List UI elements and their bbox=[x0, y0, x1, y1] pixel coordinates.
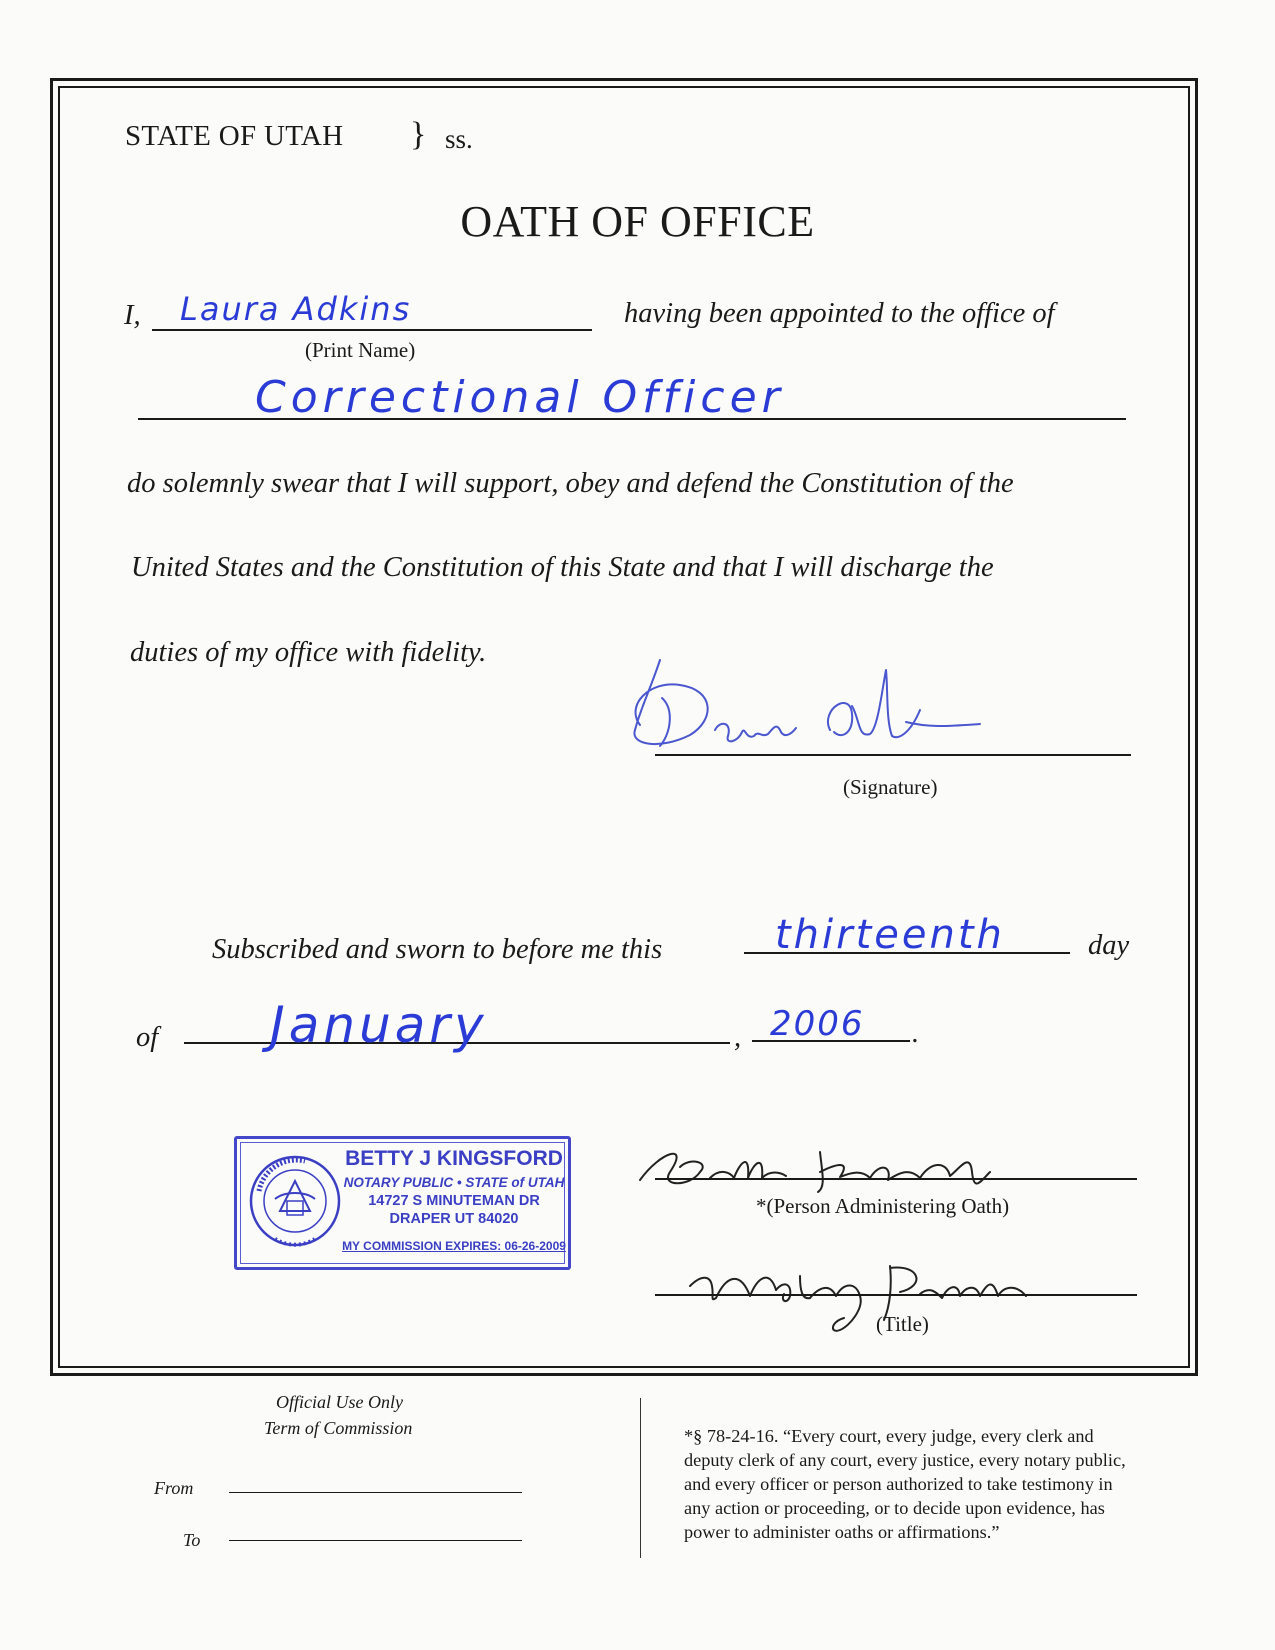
ss-abbreviation: ss. bbox=[445, 124, 473, 154]
day-handwritten: thirteenth bbox=[775, 912, 1005, 958]
signature-line bbox=[655, 754, 1131, 756]
stamp-notary-title: NOTARY PUBLIC • STATE of UTAH bbox=[343, 1175, 565, 1190]
of-word: of bbox=[136, 1022, 159, 1053]
to-field[interactable] bbox=[229, 1540, 522, 1541]
statute-line-1: *§ 78-24-16. “Every court, every judge, every clerk and bbox=[684, 1426, 1094, 1446]
signature-caption: (Signature) bbox=[843, 775, 938, 799]
state-seal-icon bbox=[245, 1151, 345, 1251]
bottom-divider bbox=[640, 1398, 641, 1558]
oath-body-line-2: United States and the Constitution of this State and that I will discharge the bbox=[131, 552, 994, 583]
date-period: . bbox=[912, 1018, 920, 1049]
name-underline bbox=[152, 329, 592, 331]
day-word: day bbox=[1088, 930, 1130, 961]
from-field[interactable] bbox=[229, 1492, 522, 1493]
appointed-text: having been appointed to the office of bbox=[624, 298, 1055, 329]
stamp-address-2: DRAPER UT 84020 bbox=[389, 1211, 519, 1227]
title-handwritten bbox=[680, 1256, 1050, 1336]
title-line bbox=[655, 1294, 1137, 1296]
intro-pronoun: I, bbox=[124, 300, 141, 331]
stamp-notary-name: BETTY J KINGSFORD bbox=[345, 1147, 563, 1170]
statute-note bbox=[684, 1424, 1204, 1544]
official-use-heading: Official Use Only bbox=[276, 1392, 403, 1412]
subscribed-text: Subscribed and sworn to before me this bbox=[212, 934, 663, 965]
notary-stamp bbox=[234, 1136, 571, 1270]
stamp-address-1: 14727 S MINUTEMAN DR bbox=[368, 1193, 540, 1209]
title-caption: (Title) bbox=[876, 1312, 929, 1336]
oath-signature bbox=[620, 650, 1000, 760]
date-comma: , bbox=[734, 1022, 742, 1053]
from-label: From bbox=[154, 1478, 194, 1498]
year-handwritten: 2006 bbox=[770, 1004, 865, 1044]
brace-symbol: } bbox=[410, 116, 427, 153]
administrator-signature bbox=[630, 1132, 1030, 1202]
oath-body-line-3: duties of my office with fidelity. bbox=[130, 637, 487, 668]
oath-body-line-1: do solemnly swear that I will support, obey and defend the Constitution of the bbox=[127, 468, 1014, 499]
administrator-line bbox=[655, 1178, 1137, 1180]
stamp-commission: MY COMMISSION EXPIRES: 06-26-2009 bbox=[342, 1239, 566, 1253]
name-handwritten: Laura Adkins bbox=[180, 290, 412, 328]
to-label: To bbox=[183, 1530, 201, 1550]
statute-line-2: deputy clerk of any court, every justice, every notary public, bbox=[684, 1450, 1126, 1470]
office-handwritten: Correctional Officer bbox=[255, 372, 785, 423]
statute-line-3: and every officer or person authorized to take testimony in bbox=[684, 1474, 1113, 1494]
term-of-commission-heading: Term of Commission bbox=[264, 1418, 413, 1438]
state-heading: STATE OF UTAH bbox=[125, 120, 344, 152]
administrator-caption: *(Person Administering Oath) bbox=[756, 1194, 1010, 1218]
month-handwritten: January bbox=[270, 996, 488, 1054]
statute-line-5: power to administer oaths or affirmations.” bbox=[684, 1522, 1000, 1542]
statute-line-4: any action or proceeding, or to decide upon evidence, has bbox=[684, 1498, 1105, 1518]
name-caption: (Print Name) bbox=[305, 338, 416, 362]
document-title: OATH OF OFFICE bbox=[460, 197, 815, 246]
